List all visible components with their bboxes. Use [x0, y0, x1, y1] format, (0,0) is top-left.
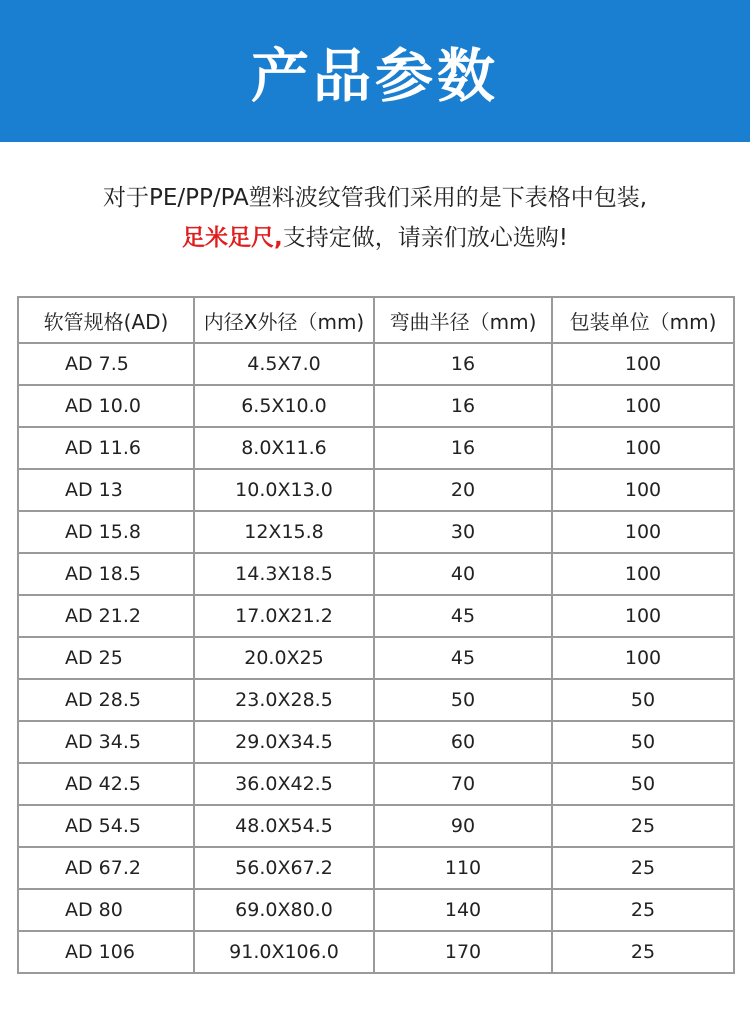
- cell-diameter: 12X15.8: [194, 511, 374, 553]
- cell-package-unit: 100: [552, 637, 734, 679]
- cell-bend-radius: 20: [374, 469, 552, 511]
- cell-bend-radius: 16: [374, 427, 552, 469]
- cell-package-unit: 100: [552, 427, 734, 469]
- header-diameter: 内径X外径（mm): [194, 297, 374, 343]
- cell-diameter: 48.0X54.5: [194, 805, 374, 847]
- intro-line-1: 对于PE/PP/PA塑料波纹管我们采用的是下表格中包装,: [102, 185, 648, 211]
- page-title: 产品参数: [250, 42, 499, 110]
- cell-bend-radius: 110: [374, 847, 552, 889]
- table-row: [18, 343, 734, 385]
- cell-diameter: 17.0X21.2: [194, 595, 374, 637]
- table-row: [18, 637, 734, 679]
- cell-bend-radius: 40: [374, 553, 552, 595]
- title-banner: [0, 0, 750, 142]
- cell-spec: AD 21.2: [18, 595, 194, 637]
- table-row: [18, 679, 734, 721]
- cell-bend-radius: 45: [374, 637, 552, 679]
- cell-spec: AD 13: [18, 469, 194, 511]
- table-row: [18, 427, 734, 469]
- intro-highlight: 足米足尺,: [182, 225, 283, 251]
- cell-package-unit: 50: [552, 721, 734, 763]
- cell-spec: AD 18.5: [18, 553, 194, 595]
- table-row: [18, 931, 734, 973]
- cell-diameter: 29.0X34.5: [194, 721, 374, 763]
- cell-package-unit: 50: [552, 763, 734, 805]
- cell-bend-radius: 90: [374, 805, 552, 847]
- cell-package-unit: 50: [552, 679, 734, 721]
- table-row: [18, 805, 734, 847]
- cell-diameter: 91.0X106.0: [194, 931, 374, 973]
- intro-text: [0, 178, 750, 258]
- cell-package-unit: 100: [552, 343, 734, 385]
- table-row: [18, 763, 734, 805]
- cell-package-unit: 25: [552, 931, 734, 973]
- spec-table: [17, 296, 735, 974]
- header-bend-radius: 弯曲半径（mm): [374, 297, 552, 343]
- cell-diameter: 14.3X18.5: [194, 553, 374, 595]
- cell-diameter: 8.0X11.6: [194, 427, 374, 469]
- cell-package-unit: 100: [552, 553, 734, 595]
- table-row: [18, 553, 734, 595]
- cell-bend-radius: 170: [374, 931, 552, 973]
- cell-spec: AD 34.5: [18, 721, 194, 763]
- header-spec: 软管规格(AD): [18, 297, 194, 343]
- cell-diameter: 20.0X25: [194, 637, 374, 679]
- cell-diameter: 56.0X67.2: [194, 847, 374, 889]
- table-row: [18, 721, 734, 763]
- cell-spec: AD 10.0: [18, 385, 194, 427]
- cell-bend-radius: 140: [374, 889, 552, 931]
- cell-package-unit: 100: [552, 511, 734, 553]
- header-package-unit: 包装单位（mm): [552, 297, 734, 343]
- cell-diameter: 23.0X28.5: [194, 679, 374, 721]
- table-row: [18, 889, 734, 931]
- cell-spec: AD 42.5: [18, 763, 194, 805]
- cell-spec: AD 80: [18, 889, 194, 931]
- cell-package-unit: 25: [552, 847, 734, 889]
- cell-spec: AD 25: [18, 637, 194, 679]
- cell-diameter: 10.0X13.0: [194, 469, 374, 511]
- cell-package-unit: 100: [552, 385, 734, 427]
- table-row: [18, 847, 734, 889]
- cell-bend-radius: 50: [374, 679, 552, 721]
- cell-package-unit: 25: [552, 889, 734, 931]
- cell-package-unit: 100: [552, 595, 734, 637]
- cell-package-unit: 100: [552, 469, 734, 511]
- cell-bend-radius: 70: [374, 763, 552, 805]
- cell-spec: AD 106: [18, 931, 194, 973]
- cell-bend-radius: 16: [374, 385, 552, 427]
- cell-spec: AD 15.8: [18, 511, 194, 553]
- cell-spec: AD 54.5: [18, 805, 194, 847]
- cell-spec: AD 7.5: [18, 343, 194, 385]
- cell-bend-radius: 30: [374, 511, 552, 553]
- cell-spec: AD 28.5: [18, 679, 194, 721]
- cell-package-unit: 25: [552, 805, 734, 847]
- cell-spec: AD 11.6: [18, 427, 194, 469]
- cell-diameter: 36.0X42.5: [194, 763, 374, 805]
- intro-line-2: [0, 218, 750, 258]
- cell-spec: AD 67.2: [18, 847, 194, 889]
- table-row: [18, 595, 734, 637]
- cell-bend-radius: 60: [374, 721, 552, 763]
- intro-line-2-rest: 支持定做，请亲们放心选购!: [282, 225, 568, 251]
- cell-bend-radius: 16: [374, 343, 552, 385]
- cell-bend-radius: 45: [374, 595, 552, 637]
- table-row: [18, 385, 734, 427]
- table-row: [18, 469, 734, 511]
- table-header-row: [18, 297, 734, 343]
- cell-diameter: 69.0X80.0: [194, 889, 374, 931]
- cell-diameter: 4.5X7.0: [194, 343, 374, 385]
- cell-diameter: 6.5X10.0: [194, 385, 374, 427]
- table-row: [18, 511, 734, 553]
